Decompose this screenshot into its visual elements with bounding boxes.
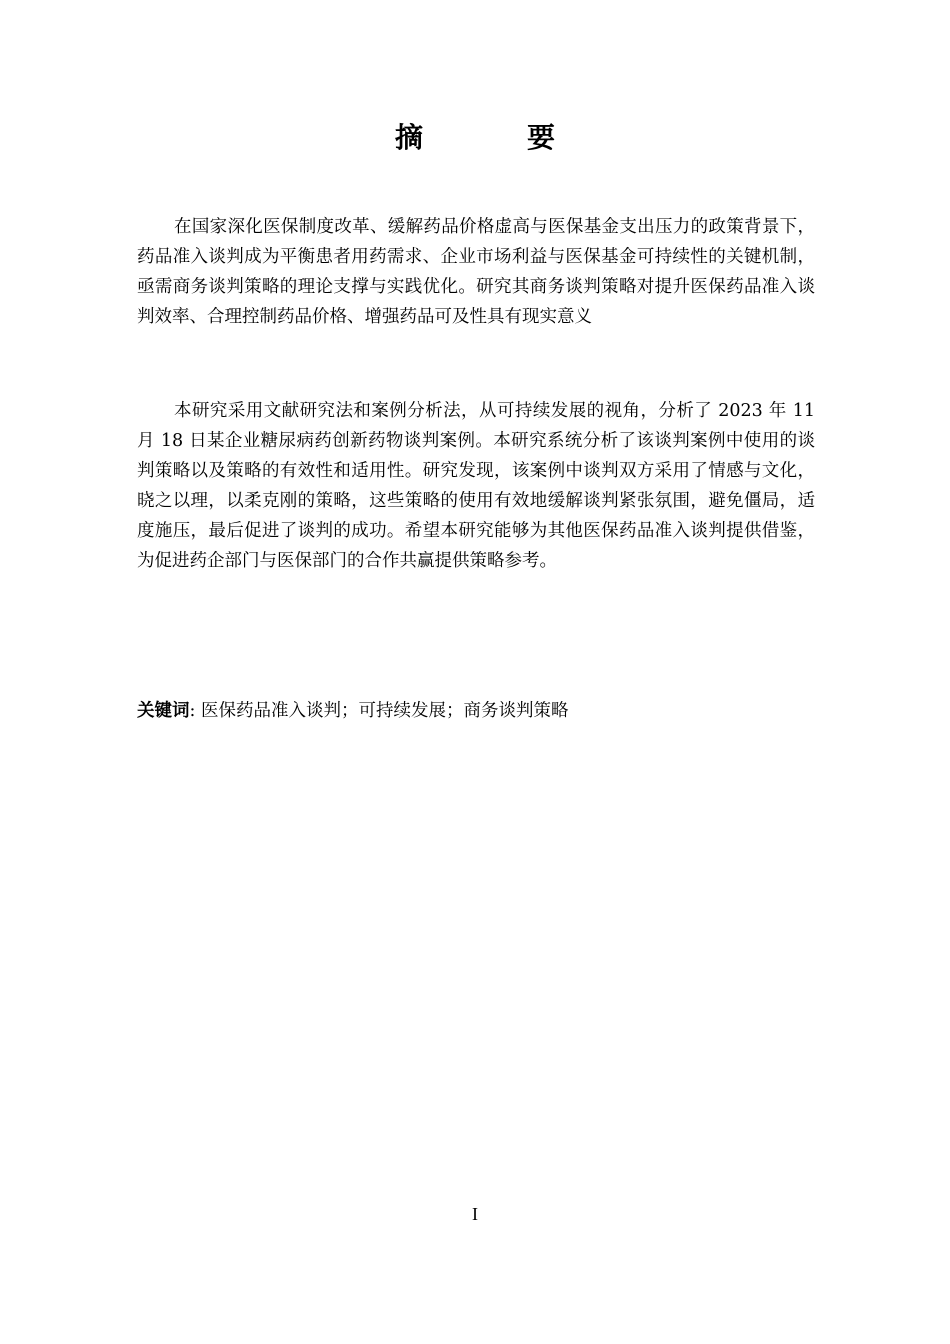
- keywords-label: 关键词: [137, 701, 190, 721]
- abstract-title: 摘 要: [394, 121, 593, 154]
- keywords-separator: :: [189, 701, 201, 721]
- keywords-line: [137, 696, 815, 726]
- abstract-paragraph-1: 在国家深化医保制度改革、缓解药品价格虚高与医保基金支出压力的政策背景下，药品准入谈判成为平衡患者用药需求、企业市场利益与医保基金可持续性的关键机制，亟需商务谈判策略的理论支撑与实践优化。研究其商务谈判策略对提升医保药品准入谈判效率、合理控制药品价格、增强药品可及性具有现实意义: [137, 217, 815, 327]
- page-number: I: [472, 1204, 478, 1224]
- abstract-paragraph-2: 本研究采用文献研究法和案例分析法，从可持续发展的视角，分析了 2023 年 11 月 18 日某企业糖尿病药创新药物谈判案例。本研究系统分析了该谈判案例中使用的谈判策略以及策略的有效性和适用性。研究发现，该案例中谈判双方采用了情感与文化，晓之以理，以柔克刚的策略，这些策略的使用有效地缓解谈判紧张氛围，避免僵局，适度施压，最后促进了谈判的成功。希望本研究能够为其他医保药品准入谈判提供借鉴，为促进药企部门与医保部门的合作共赢提供策略参考。: [137, 401, 815, 571]
- keywords-text: 医保药品准入谈判；可持续发展；商务谈判策略: [200, 701, 569, 721]
